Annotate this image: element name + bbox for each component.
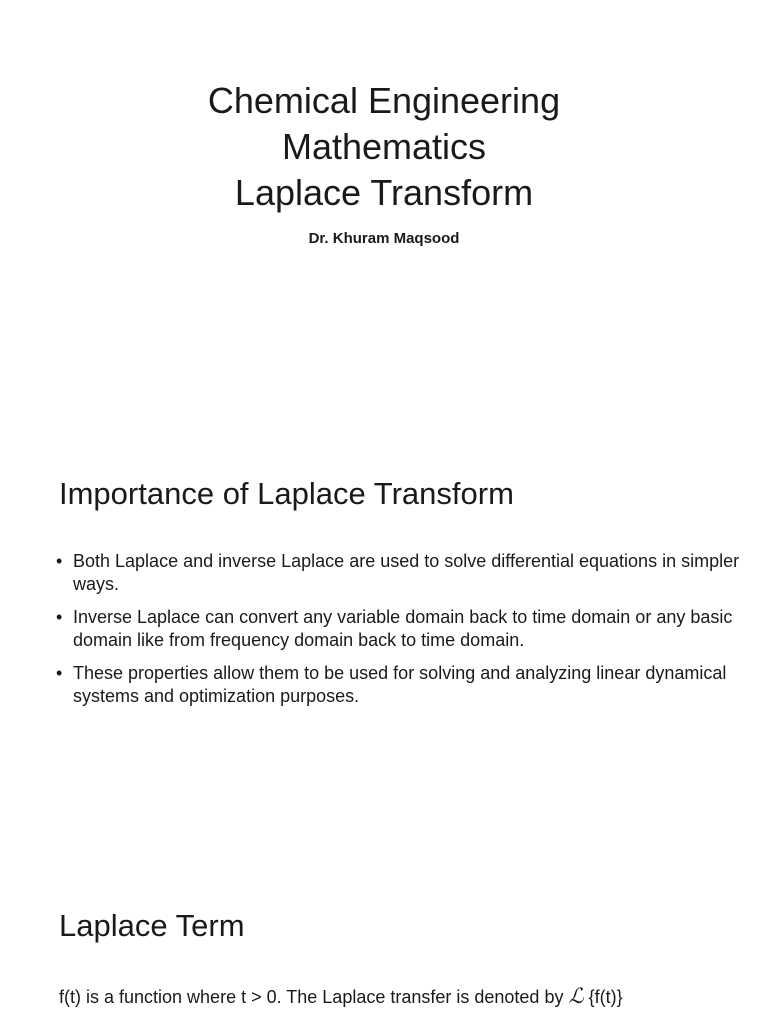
laplace-symbol: ℒ xyxy=(568,984,584,1008)
bullet-text: Both Laplace and inverse Laplace are used to solve differential equations in simpler ways. xyxy=(73,551,740,594)
bullet-icon: • xyxy=(56,551,63,571)
bullet-item xyxy=(56,662,746,708)
slide-heading: Importance of Laplace Transform xyxy=(59,476,514,511)
importance-slide xyxy=(0,432,768,864)
bullet-icon: • xyxy=(56,607,63,627)
laplace-term-slide xyxy=(0,864,768,1024)
bullet-text: Inverse Laplace can convert any variable domain back to time domain or any basic domain like from frequency domain back to time domain. xyxy=(73,607,733,650)
bullet-text: These properties allow them to be used for solving and analyzing linear dynamical systems and optimization purposes. xyxy=(73,663,727,706)
bullet-item xyxy=(56,606,746,652)
title-line-2: Mathematics xyxy=(281,126,487,167)
title-line-1: Chemical Engineering xyxy=(207,80,561,121)
title-slide xyxy=(0,0,768,432)
bullet-icon: • xyxy=(56,663,63,683)
bullet-item xyxy=(56,550,746,596)
definition-text xyxy=(59,984,623,1009)
author-name: Dr. Khuram Maqsood xyxy=(308,230,460,247)
definition-text-end: {f(t)} xyxy=(583,987,623,1007)
definition-text-start: f(t) is a function where t > 0. The Laplace transfer is denoted by xyxy=(59,987,569,1007)
bullet-list xyxy=(56,550,746,718)
title-line-3: Laplace Transform xyxy=(234,172,534,213)
presentation-title xyxy=(0,78,768,216)
slide-heading: Laplace Term xyxy=(59,908,245,943)
